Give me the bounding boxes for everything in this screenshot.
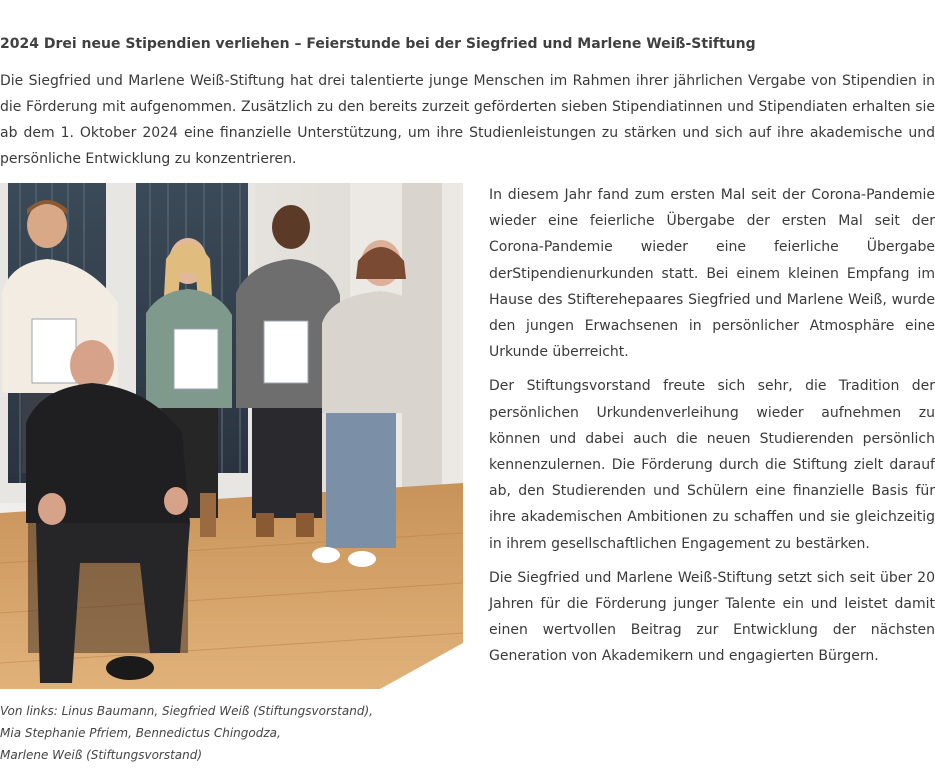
- body-paragraph: Die Siegfried und Marlene Weiß-Stiftung setzt sich seit über 20 Jahren für die Förderung junger Talente ein und leistet damit einen wertvollen Beitrag zur Entwicklung der nächsten Generation von Akademikern und engagierten Bürgern.: [489, 569, 935, 665]
- article-title: 2024 Drei neue Stipendien verliehen – Feierstunde bei der Siegfried und Marlene Weiß-Stiftung: [0, 36, 756, 52]
- caption-line: Marlene Weiß (Stiftungsvorstand): [0, 748, 203, 762]
- caption-line: Mia Stephanie Pfriem, Bennedictus Chingodza,: [0, 726, 281, 740]
- photo-caption: [0, 700, 470, 766]
- caption-line: Von links: Linus Baumann, Siegfried Weiß (Stiftungsvorstand),: [0, 704, 373, 718]
- group-photo-illustration: [0, 183, 463, 689]
- group-photo: [0, 183, 463, 689]
- article-intro: Die Siegfried und Marlene Weiß-Stiftung hat drei talentierte junge Menschen im Rahmen ihrer jährlichen Vergabe von Stipendien in die Förderung mit aufgenommen. Zusätzlich zu den bereits zurzeit geförderten sieben Stipendiatinnen und Stipendiaten erhalten sie ab dem 1. Oktober 2024 eine finanzielle Unterstützung, um ihre Studienleistungen zu stärken und sich auf ihre akademische und persönliche Entwicklung zu konzentrieren.: [0, 73, 935, 167]
- article-body: [489, 182, 935, 678]
- body-paragraph: Der Stiftungsvorstand freute sich sehr, die Tradition der persönlichen Urkundenverleihung wieder aufnehmen zu können und dabei auch die neuen Studierenden persönlich kennenzulernen. Die Förderung durch die Stiftung zielt darauf ab, den Studierenden und Schülern eine finanzielle Basis für ihre akademischen Ambitionen zu schaffen und sie gleichzeitig in ihrem gesellschaftlichen Engagement zu bestärken.: [489, 378, 935, 552]
- body-paragraph: In diesem Jahr fand zum ersten Mal seit der Corona-Pandemie wieder eine feierliche Übergabe der ersten Mal seit der Corona-Pandemie wieder eine feierliche Übergabe derStipendienurkunden statt. Bei einem kleinen Empfang im Hause des Stifterehepaares Siegfried und Marlene Weiß, wurde den jungen Erwachsenen in persönlicher Atmosphäre eine Urkunde überreicht.: [489, 187, 935, 361]
